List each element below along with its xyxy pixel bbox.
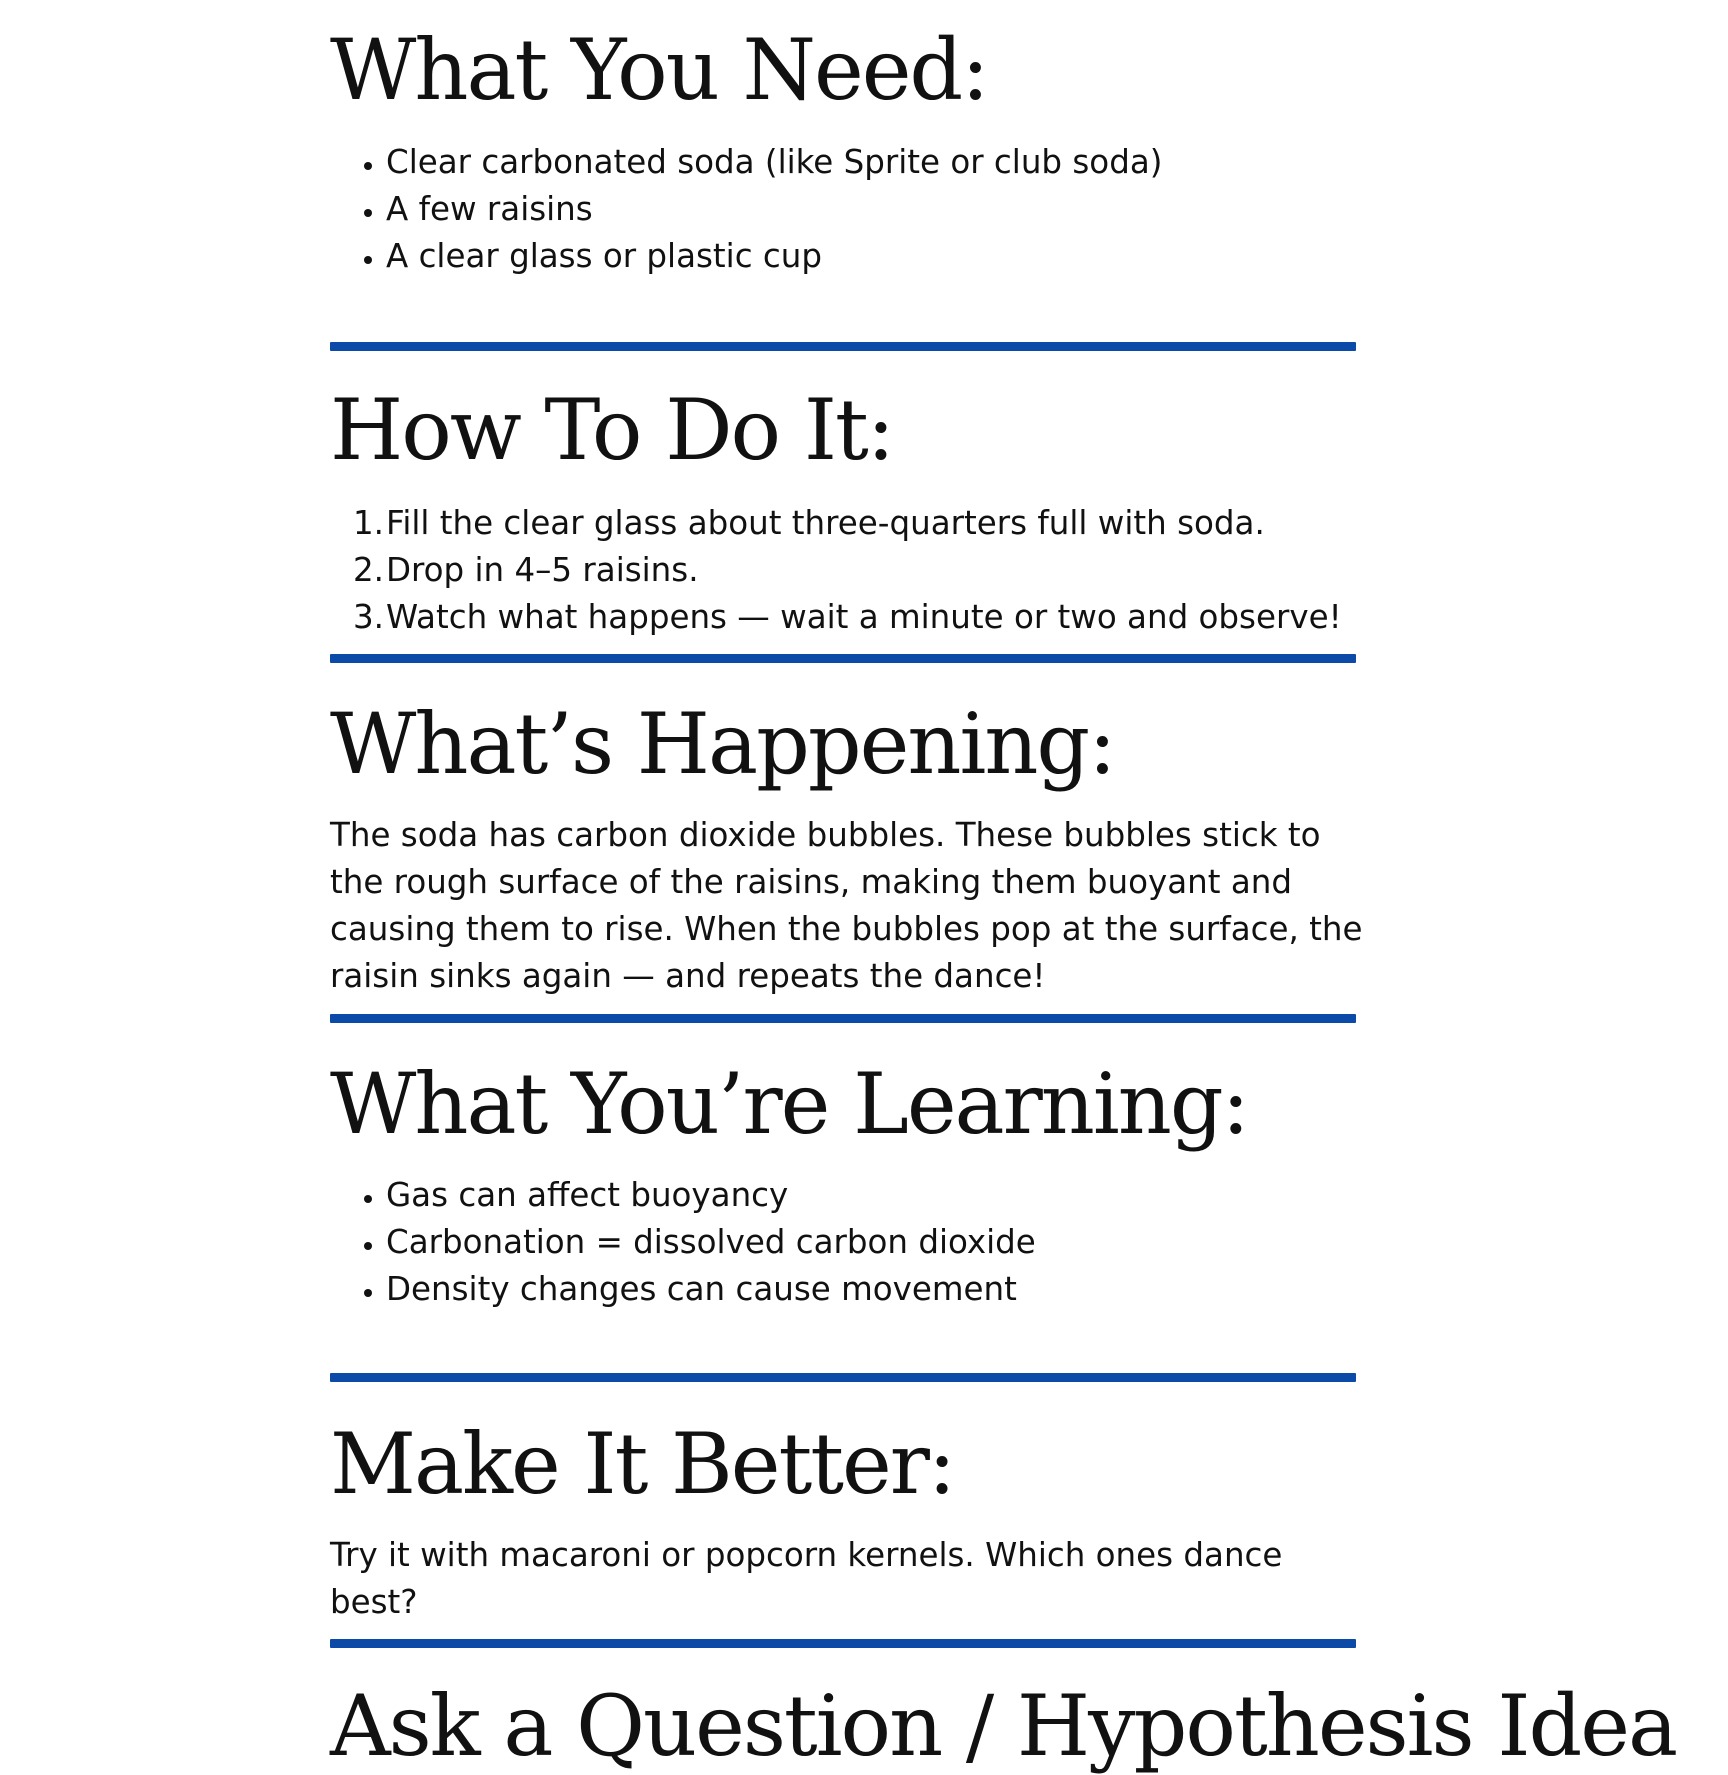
list-item: • Carbonation = dissolved carbon dioxide <box>386 1219 1446 1266</box>
section-divider <box>330 654 1356 663</box>
whats-happening-heading: What’s Happening: <box>330 695 1115 793</box>
ask-a-question-heading: Ask a Question / Hypothesis Idea <box>330 1677 1677 1775</box>
list-item: • Gas can affect buoyancy <box>386 1172 1446 1219</box>
what-youre-learning-heading: What You’re Learning: <box>330 1055 1248 1153</box>
extension-paragraph: Try it with macaroni or popcorn kernels. Which ones dance best? <box>330 1536 1283 1621</box>
learning-list <box>330 1172 1446 1313</box>
section-divider <box>330 1014 1356 1023</box>
make-it-better-heading: Make It Better: <box>330 1415 955 1513</box>
section-divider <box>330 342 1356 351</box>
list-item: • Clear carbonated soda (like Sprite or club soda) <box>386 139 1446 186</box>
list-item: • Density changes can cause movement <box>386 1266 1446 1313</box>
steps-list <box>330 500 1446 641</box>
step-item: Watch what happens — wait a minute or two and observe! <box>386 598 1342 636</box>
materials-list <box>330 139 1446 280</box>
section-divider <box>330 1373 1356 1382</box>
step-item: Fill the clear glass about three-quarters full with soda. <box>386 504 1265 542</box>
what-you-need-heading: What You Need: <box>330 21 988 119</box>
explanation-paragraph: The soda has carbon dioxide bubbles. These bubbles stick to the rough surface of the raisins, making them buoyant and causing them to rise. When the bubbles pop at the surface, the raisin sinks again — and repeats the dance! <box>330 816 1363 995</box>
section-divider <box>330 1639 1356 1648</box>
step-item: Drop in 4–5 raisins. <box>386 551 699 589</box>
list-item: • A clear glass or plastic cup <box>386 233 1446 280</box>
list-item: • A few raisins <box>386 186 1446 233</box>
how-to-do-it-heading: How To Do It: <box>330 381 894 479</box>
